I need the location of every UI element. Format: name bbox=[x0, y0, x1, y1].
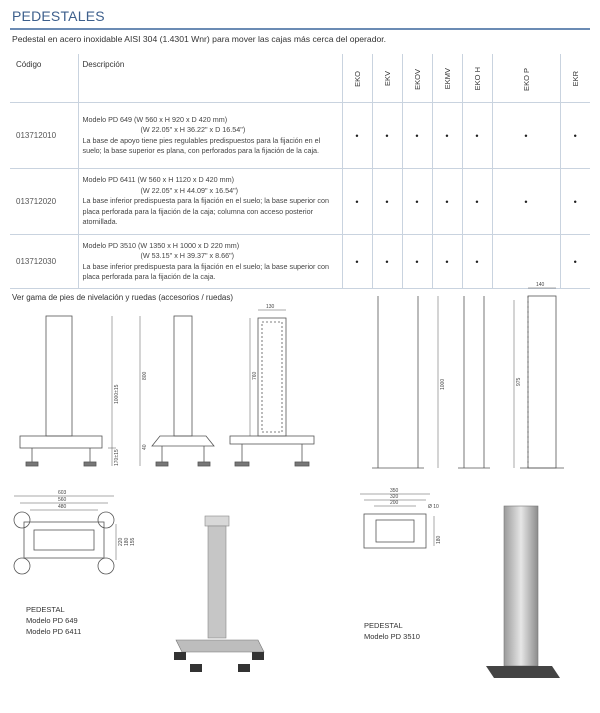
dim-label: 1000±15 bbox=[114, 384, 120, 404]
pd649-front-drawing bbox=[20, 316, 116, 466]
model-line: Modelo PD 3510 (W 1350 x H 1000 x D 220 mm) bbox=[82, 240, 240, 250]
dim-label: 155 bbox=[130, 537, 136, 546]
compat-mark: • bbox=[402, 169, 432, 235]
compat-mark: • bbox=[432, 235, 462, 289]
dim-label: 130 bbox=[266, 304, 275, 310]
dim-label: 220 bbox=[118, 537, 124, 546]
model-label: EKO P bbox=[521, 67, 531, 91]
description-text: La base de apoyo tiene pies regulables predispuestos para la fijación en el suelo; la base superior es plana, con perforados para la fijación de la caja. bbox=[82, 135, 321, 155]
dim-label: 170±15 bbox=[114, 449, 120, 466]
caption-line: Modelo PD 6411 bbox=[26, 627, 82, 636]
model-label: EKR bbox=[570, 71, 580, 87]
page-title: PEDESTALES bbox=[12, 8, 105, 24]
compat-mark: • bbox=[560, 169, 590, 235]
caption-line: PEDESTAL bbox=[364, 621, 403, 630]
compat-mark: • bbox=[462, 169, 492, 235]
dim-label: 760 bbox=[252, 371, 258, 380]
pd649-side-drawing bbox=[140, 316, 214, 466]
dim-label: 200 bbox=[390, 500, 399, 506]
description-text: La base inferior predispuesta para la fijación en el suelo; la base superior con placa perforada para la fijación de la caja; columna con acceso posterior atornillada. bbox=[82, 196, 330, 227]
caption-left bbox=[26, 604, 81, 637]
model-label: EKV bbox=[382, 71, 392, 87]
dim-label: 180 bbox=[124, 537, 130, 546]
compat-mark: • bbox=[462, 235, 492, 289]
page-subtitle: Pedestal en acero inoxidable AISI 304 (1.4301 Wnr) para mover las cajas más cerca del operador. bbox=[12, 34, 387, 44]
dim-label: 40 bbox=[142, 444, 148, 450]
compat-mark: • bbox=[492, 103, 560, 169]
dim-label: 320 bbox=[390, 494, 399, 500]
compat-mark: • bbox=[432, 103, 462, 169]
product-code: 013712030 bbox=[10, 235, 78, 289]
dim-label: 140 bbox=[536, 282, 545, 288]
model-label: EKOV bbox=[412, 68, 422, 90]
col-desc-header: Descripción bbox=[78, 54, 342, 103]
dim-label: 800 bbox=[142, 371, 148, 380]
caption-line: PEDESTAL bbox=[26, 605, 65, 614]
compat-mark: • bbox=[372, 103, 402, 169]
pd6411-drawing bbox=[230, 310, 314, 466]
compat-mark: • bbox=[372, 235, 402, 289]
model-line: Modelo PD 6411 (W 560 x H 1120 x D 420 mm) bbox=[82, 175, 235, 185]
compat-mark: • bbox=[342, 235, 372, 289]
dim-label: 560 bbox=[58, 497, 67, 503]
product-code: 013712020 bbox=[10, 169, 78, 235]
caption-right bbox=[364, 620, 420, 642]
compat-mark: • bbox=[402, 235, 432, 289]
description-text: La base inferior predispuesta para la fijación en el suelo; la base superior con placa perforada para la fijación de la caja. bbox=[82, 261, 330, 281]
compat-mark: • bbox=[560, 103, 590, 169]
compat-mark: • bbox=[492, 169, 560, 235]
model-label: EKMV bbox=[442, 68, 452, 90]
dim-label: 1000 bbox=[440, 378, 446, 390]
compat-mark: • bbox=[462, 103, 492, 169]
dim-label: 975 bbox=[516, 377, 522, 386]
product-code: 013712010 bbox=[10, 103, 78, 169]
caption-line: Modelo PD 3510 bbox=[364, 632, 420, 641]
compat-mark: • bbox=[432, 169, 462, 235]
compat-mark: • bbox=[402, 103, 432, 169]
inch-line: (W 22.05" x H 36.22" x D 16.54") bbox=[140, 125, 246, 134]
pd3510-render bbox=[486, 506, 560, 678]
dim-label: 350 bbox=[390, 488, 399, 494]
model-label: EKO bbox=[352, 71, 362, 87]
dim-label: Ø 10 bbox=[428, 504, 439, 510]
dim-label: 180 bbox=[436, 535, 442, 544]
compat-mark: • bbox=[560, 235, 590, 289]
pd649-render bbox=[174, 516, 264, 672]
accessories-note: Ver gama de pies de nivelación y ruedas (accesorios / ruedas) bbox=[12, 293, 234, 302]
compat-mark: • bbox=[342, 103, 372, 169]
model-line: Modelo PD 649 (W 560 x H 920 x D 420 mm) bbox=[82, 114, 228, 124]
pd3510-drawing bbox=[372, 288, 564, 468]
compat-mark: • bbox=[342, 169, 372, 235]
model-label: EKO H bbox=[472, 67, 482, 91]
col-code-header: Código bbox=[10, 54, 78, 103]
inch-line: (W 22.05" x H 44.09" x 16.54") bbox=[140, 185, 239, 195]
dim-label: 603 bbox=[58, 490, 67, 496]
caption-line: Modelo PD 649 bbox=[26, 616, 78, 625]
dim-label: 480 bbox=[58, 504, 67, 510]
compat-mark: • bbox=[372, 169, 402, 235]
inch-line: (W 53.15" x H 39.37" x 8.66") bbox=[140, 251, 235, 260]
